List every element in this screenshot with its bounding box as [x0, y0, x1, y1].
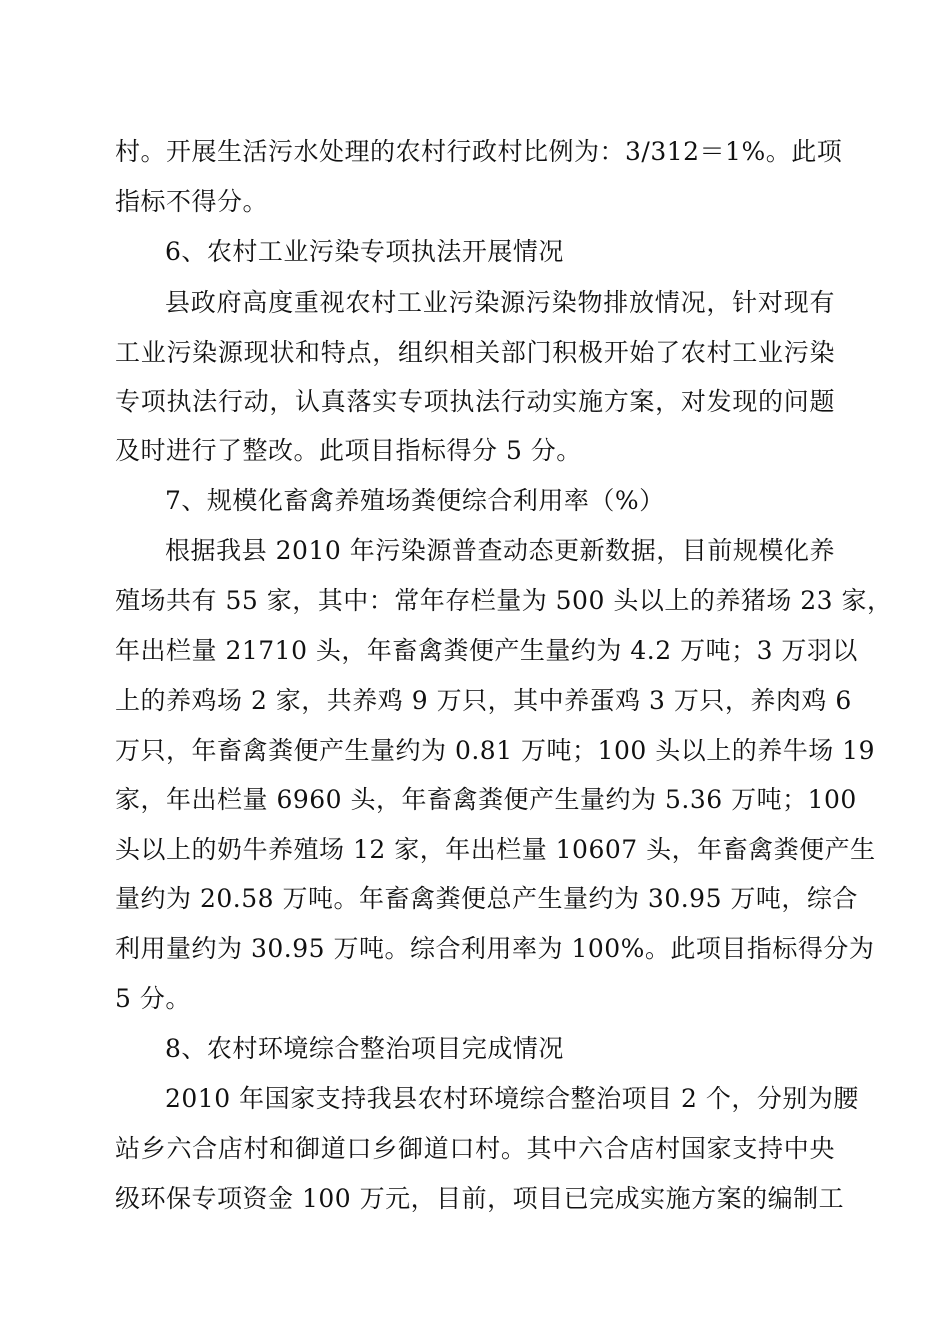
section-heading: 7、规模化畜禽养殖场粪便综合利用率（%） [165, 486, 665, 515]
section-heading: 6、农村工业污染专项执法开展情况 [165, 237, 564, 266]
text-line: 站乡六合店村和御道口乡御道口村。其中六合店村国家支持中央 [115, 1134, 835, 1163]
text-line: 及时进行了整改。此项目指标得分 5 分。 [115, 436, 582, 465]
text-line: 利用量约为 30.95 万吨。综合利用率为 100%。此项目指标得分为 [115, 934, 875, 963]
text-line: 家，年出栏量 6960 头，年畜禽粪便产生量约为 5.36 万吨；100 [115, 785, 857, 814]
text-line: 量约为 20.58 万吨。年畜禽粪便总产生量约为 30.95 万吨，综合 [115, 884, 858, 913]
text-line: 5 分。 [115, 984, 191, 1013]
text-line: 工业污染源现状和特点，组织相关部门积极开始了农村工业污染 [115, 338, 835, 367]
text-line: 根据我县 2010 年污染源普查动态更新数据，目前规模化养 [165, 536, 835, 565]
text-line: 专项执法行动，认真落实专项执法行动实施方案，对发现的问题 [115, 387, 835, 416]
text-line: 级环保专项资金 100 万元，目前，项目已完成实施方案的编制工 [115, 1184, 845, 1213]
text-line: 指标不得分。 [115, 187, 269, 216]
text-line: 殖场共有 55 家，其中：常年存栏量为 500 头以上的养猪场 23 家， [115, 586, 893, 615]
section-heading: 8、农村环境综合整治项目完成情况 [165, 1034, 564, 1063]
text-line: 2010 年国家支持我县农村环境综合整治项目 2 个，分别为腰 [165, 1084, 859, 1113]
text-line: 县政府高度重视农村工业污染源污染物排放情况，针对现有 [165, 288, 835, 317]
text-line: 村。开展生活污水处理的农村行政村比例为：3/312＝1%。此项 [115, 137, 843, 166]
text-line: 万只，年畜禽粪便产生量约为 0.81 万吨；100 头以上的养牛场 19 [115, 736, 875, 765]
text-line: 年出栏量 21710 头，年畜禽粪便产生量约为 4.2 万吨；3 万羽以 [115, 636, 858, 665]
text-line: 头以上的奶牛养殖场 12 家，年出栏量 10607 头，年畜禽粪便产生 [115, 835, 876, 864]
text-line: 上的养鸡场 2 家，共养鸡 9 万只，其中养蛋鸡 3 万只，养肉鸡 6 [115, 686, 852, 715]
